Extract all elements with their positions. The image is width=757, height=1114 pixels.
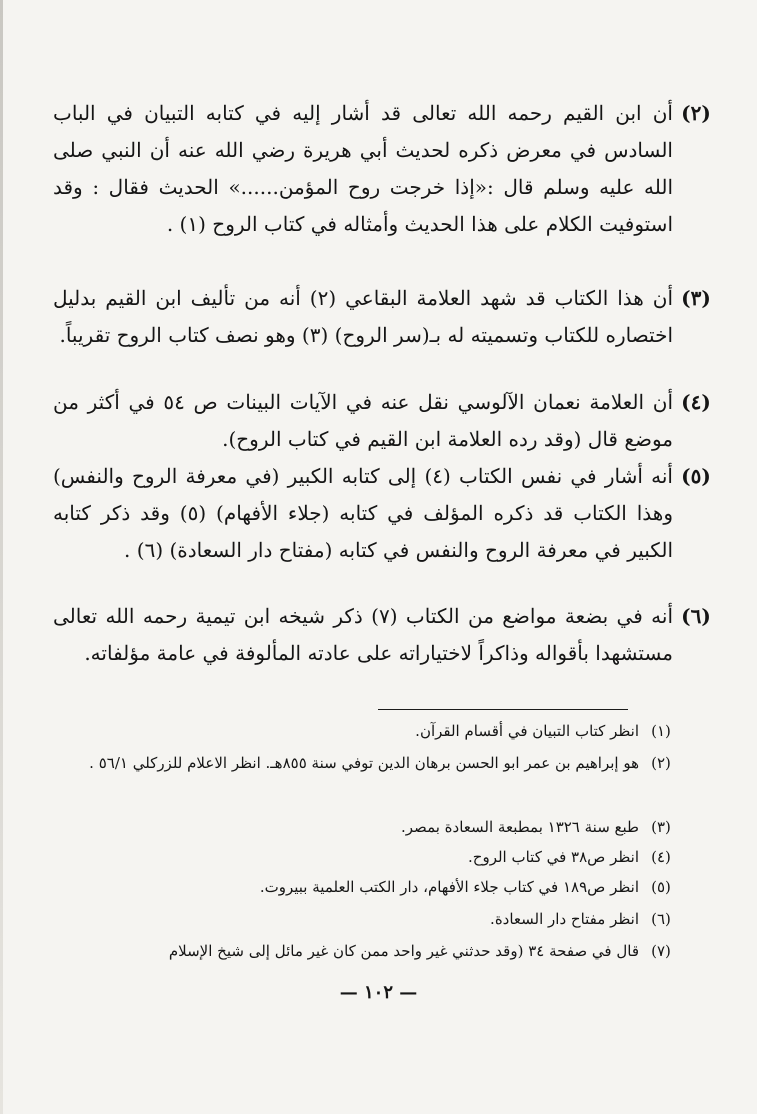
point-4 xyxy=(53,384,711,458)
footnote-number: (٢) xyxy=(651,754,671,772)
point-text: أن ابن القيم رحمه الله تعالى قد أشار إليه في كتابه التبيان في الباب السادس في معرض ذكره لحديث أبي هريرة رضي الله عنه أن النبي صلى الله عليه وسلم قال :«إذا خرجت روح المؤمن......» الحديث فقال : وقد استوفيت الكلام على هذا الحديث وأمثاله في كتاب الروح (١) . xyxy=(53,101,673,236)
footnote-1 xyxy=(69,716,671,746)
footnote-7 xyxy=(69,936,671,966)
point-number: (٦) xyxy=(681,604,711,628)
point-number: (٤) xyxy=(681,390,711,414)
footnote-text: انظر مفتاح دار السعادة. xyxy=(490,910,639,928)
point-6 xyxy=(53,598,711,672)
footnote-number: (٣) xyxy=(651,818,671,836)
point-text: أن العلامة نعمان الآلوسي نقل عنه في الآيات البينات ص ٥٤ في أكثر من موضع قال (وقد رده العلامة ابن القيم في كتاب الروح). xyxy=(53,390,673,451)
scan-edge xyxy=(0,0,3,1114)
footnote-text: انظر ص٣٨ في كتاب الروح. xyxy=(468,848,639,866)
point-number: (٢) xyxy=(681,101,711,125)
point-3 xyxy=(53,280,711,354)
footnote-number: (١) xyxy=(651,722,671,740)
footnote-number: (٧) xyxy=(651,942,671,960)
point-number: (٥) xyxy=(681,464,711,488)
point-text: أن هذا الكتاب قد شهد العلامة البقاعي (٢) أنه من تأليف ابن القيم بدليل اختصاره للكتاب وتسميته له بـ(سر الروح) (٣) وهو نصف كتاب الروح تقريباً. xyxy=(53,286,673,347)
point-text: أنه في بضعة مواضع من الكتاب (٧) ذكر شيخه ابن تيمية رحمه الله تعالى مستشهدا بأقواله وذاكراً لاختياراته على عادته المألوفة في عامة مؤلفاته. xyxy=(53,604,674,665)
footnote-text: قال في صفحة ٣٤ (وقد حدثني غير واحد ممن كان غير مائل إلى شيخ الإسلام xyxy=(168,942,639,960)
footnote-text: انظر كتاب التبيان في أقسام القرآن. xyxy=(415,722,639,740)
footnote-number: (٤) xyxy=(651,848,671,866)
point-text: أنه أشار في نفس الكتاب (٤) إلى كتابه الكبير (في معرفة الروح والنفس) وهذا الكتاب قد ذكره المؤلف في كتابه (جلاء الأفهام) (٥) وقد ذكر كتابه الكبير في معرفة الروح والنفس في كتابه (مفتاح دار السعادة) (٦) . xyxy=(53,464,674,562)
footnote-divider xyxy=(378,709,628,710)
footnote-4 xyxy=(69,842,671,872)
footnote-text: انظر ص١٨٩ في كتاب جلاء الأفهام، دار الكتب العلمية ببيروت. xyxy=(259,878,639,896)
footnote-2 xyxy=(69,748,671,778)
footnote-6 xyxy=(69,904,671,934)
footnote-5 xyxy=(69,872,671,902)
point-5 xyxy=(53,458,711,569)
footnote-number: (٦) xyxy=(651,910,671,928)
point-number: (٣) xyxy=(681,286,711,310)
footnote-3 xyxy=(69,812,671,842)
footnote-text: هو إبراهيم بن عمر ابو الحسن برهان الدين توفي سنة ٨٥٥هـ. انظر الاعلام للزركلي ٥٦/١ . xyxy=(89,754,639,772)
point-2 xyxy=(53,95,711,243)
footnote-number: (٥) xyxy=(651,878,671,896)
footnote-text: طبع سنة ١٣٢٦ بمطبعة السعادة بمصر. xyxy=(401,818,639,836)
page-number: — ١٠٢ — xyxy=(339,982,418,1003)
